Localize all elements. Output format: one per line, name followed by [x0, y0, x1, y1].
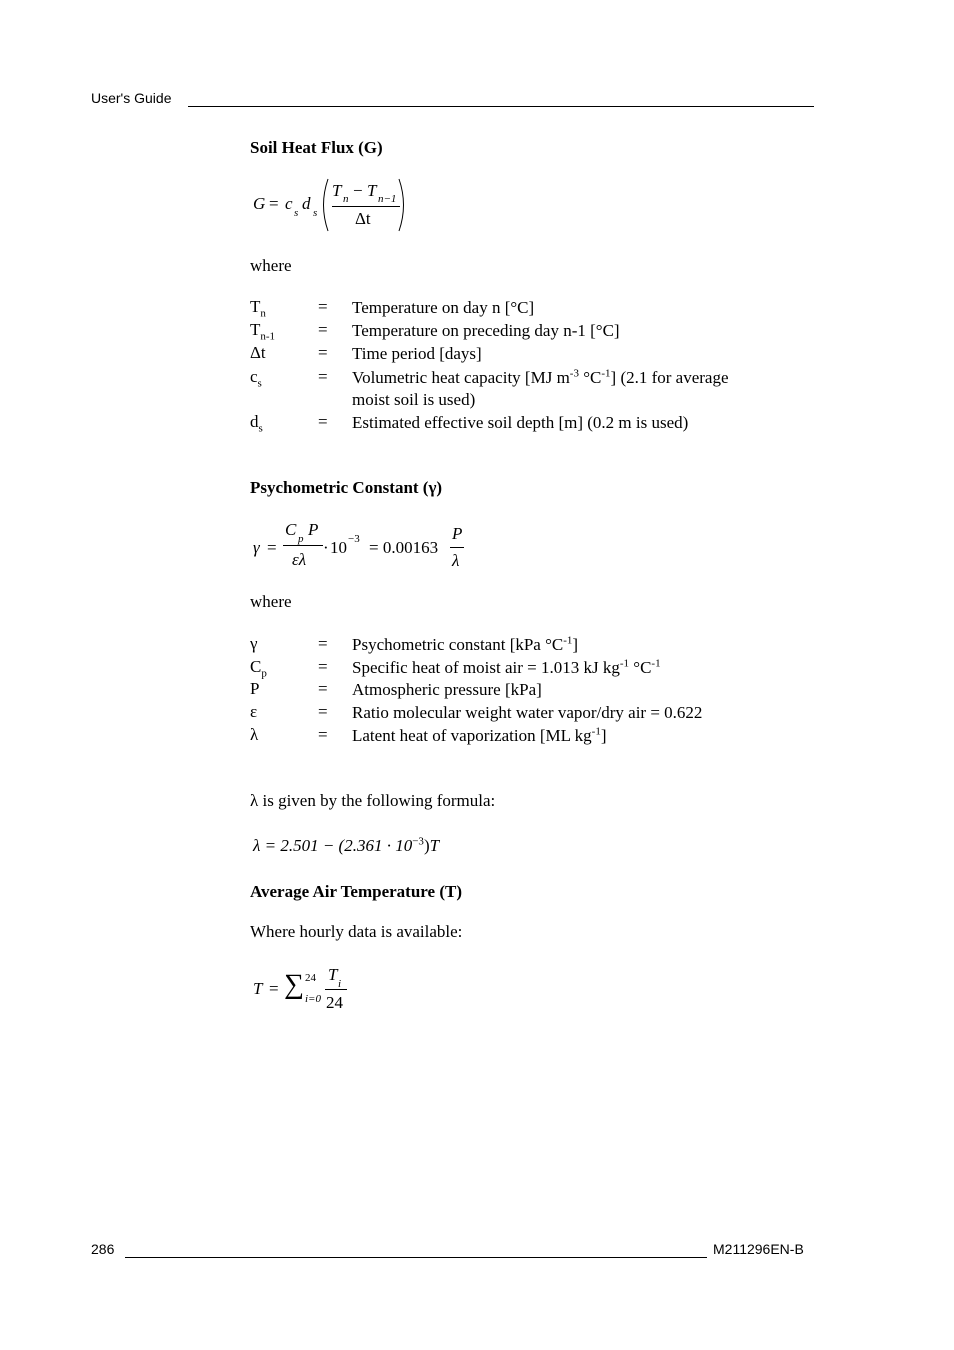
- numerator-c: C: [285, 520, 297, 539]
- lambda-t: T: [429, 836, 440, 855]
- fraction-bar: [325, 989, 347, 990]
- numerator-t2: T: [367, 181, 377, 200]
- formula-lhs: G: [253, 194, 266, 213]
- fraction-bar: [283, 545, 323, 546]
- denominator: 24: [326, 993, 343, 1012]
- def-equals: =: [318, 657, 328, 676]
- avg-temp-intro: Where hourly data is available:: [250, 922, 463, 941]
- lambda-expression: λ = 2.501 − (2.361 · 10: [253, 836, 413, 855]
- def-equals: =: [318, 412, 328, 431]
- formula-d-sub: s: [313, 207, 318, 219]
- ten-exponent: −3: [348, 533, 360, 545]
- def-equals: =: [318, 725, 328, 744]
- sigma-icon: ∑: [284, 969, 304, 1000]
- document-id: M211296EN-B: [713, 1241, 804, 1257]
- sum-lower: i=0: [305, 993, 321, 1005]
- def-symbol: ε: [250, 702, 258, 721]
- footer-rule: [125, 1257, 707, 1258]
- lambda-intro: λ is given by the following formula:: [250, 791, 496, 810]
- def-equals: =: [318, 702, 328, 721]
- def-description: Latent heat of vaporization [ML $kg^{-1}$]: [352, 725, 607, 745]
- numerator-t2-sub: n−1: [378, 193, 397, 205]
- def-symbol: $C_p$: [250, 657, 267, 680]
- def-symbol: $T_n$: [250, 297, 266, 320]
- sum-upper: 24: [305, 972, 316, 984]
- def-description: Temperature on day n [°C]: [352, 298, 535, 317]
- page-number: 286: [91, 1241, 115, 1257]
- formula-lhs: T: [253, 979, 263, 998]
- ten: 10: [330, 538, 347, 557]
- denominator: Δt: [355, 209, 371, 228]
- def-description: Atmospheric pressure [kPa]: [352, 680, 542, 699]
- formula-lhs: γ: [253, 538, 260, 557]
- section-title-soil-heat-flux: Soil Heat Flux (G): [250, 138, 383, 157]
- numerator-p2: P: [452, 524, 463, 543]
- def-equals: =: [318, 343, 328, 362]
- formula-psychometric: [250, 517, 480, 573]
- numerator-t-sub: i: [338, 978, 342, 990]
- def-description: Ratio molecular weight water vapor/dry air = 0.622: [352, 703, 703, 722]
- formula-eq: =: [267, 538, 277, 557]
- formula-d: d: [302, 194, 311, 213]
- formula-eq: =: [269, 194, 279, 213]
- numerator-p: P: [308, 520, 319, 539]
- where-label-1: where: [250, 256, 292, 275]
- formula-lambda: [253, 836, 439, 856]
- def-symbol: $c_s$: [250, 367, 262, 390]
- section-title-psychometric: Psychometric Constant (γ): [250, 478, 443, 497]
- def-symbol: λ: [250, 725, 259, 744]
- running-header: User's Guide: [91, 90, 172, 106]
- def-description: Estimated effective soil depth [m] (0.2 m is used): [352, 413, 689, 432]
- def-description: Time period [days]: [352, 344, 482, 363]
- def-symbol: γ: [250, 634, 258, 653]
- denominator-2: λ: [452, 551, 460, 570]
- right-paren-icon: [397, 178, 409, 232]
- formula-c: c: [285, 194, 293, 213]
- def-description: Specific heat of moist air = 1.013 kJ $kg^{-1}$ $^\circ C^{-1}$: [352, 657, 661, 677]
- def-symbol: Δt: [250, 343, 266, 362]
- header-rule: [188, 106, 814, 107]
- numerator-c-sub: p: [298, 533, 304, 545]
- def-equals: =: [318, 634, 328, 653]
- def-equals: =: [318, 320, 328, 339]
- def-description: Psychometric constant [kPa $^\circ C^{-1}$]: [352, 634, 579, 654]
- fraction-bar-2: [450, 547, 464, 548]
- dot-operator: ·: [323, 538, 329, 557]
- lambda-close: ): [423, 836, 430, 855]
- left-paren-icon: [318, 178, 330, 232]
- formula-eq2: = 0.00163: [369, 538, 439, 557]
- section-title-avg-temp: Average Air Temperature (T): [250, 882, 462, 901]
- formula-eq: =: [269, 979, 279, 998]
- def-description: Volumetric heat capacity [MJ $m^{-3}$ $^\circ C^{-1}$] (2.1 for average moist soil is used): [352, 367, 729, 409]
- formula-avg-temp: [250, 964, 360, 1016]
- def-symbol: P: [250, 679, 260, 698]
- denominator: ελ: [292, 550, 307, 569]
- formula-c-sub: s: [294, 207, 299, 219]
- lambda-exponent: −3: [412, 835, 424, 848]
- def-description: Temperature on preceding day n-1 [°C]: [352, 321, 620, 340]
- def-equals: =: [318, 367, 328, 386]
- numerator-t1: T: [332, 181, 342, 200]
- def-symbol: $d_s$: [250, 412, 263, 435]
- numerator-t: T: [328, 965, 338, 984]
- numerator-minus: −: [353, 181, 363, 200]
- numerator-t1-sub: n: [343, 193, 349, 205]
- formula-soil-heat-flux: [250, 176, 420, 236]
- fraction-bar: [332, 206, 400, 207]
- where-label-2: where: [250, 592, 292, 611]
- def-equals: =: [318, 679, 328, 698]
- def-symbol: $T_{n-1}$: [250, 320, 276, 343]
- def-equals: =: [318, 297, 328, 316]
